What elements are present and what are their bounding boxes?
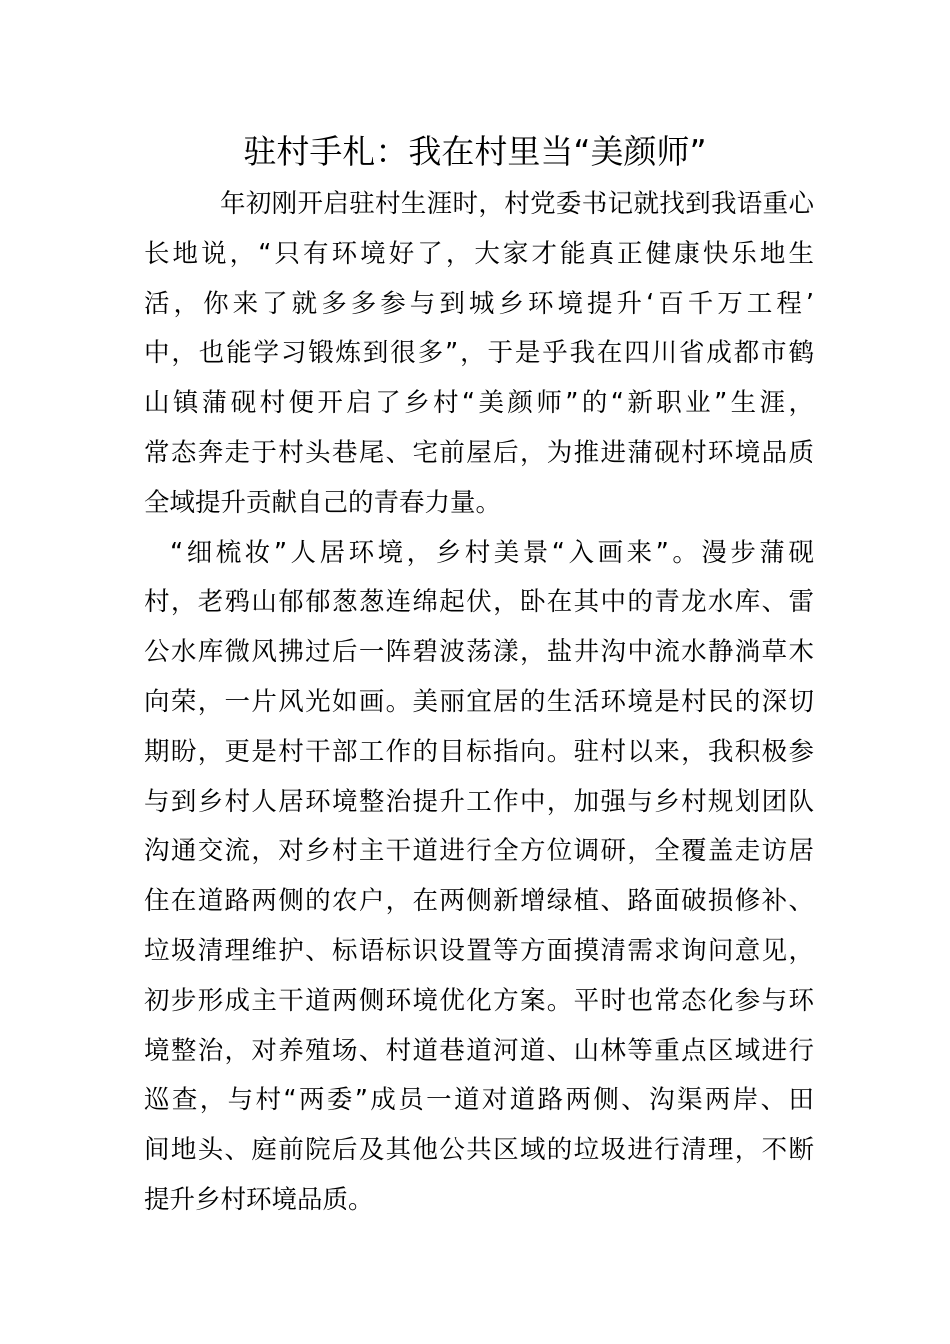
- paragraph-1: [144, 180, 814, 529]
- paragraph-2: [144, 529, 814, 1226]
- paragraph-line: 间地头、庭前院后及其他公共区域的垃圾进行清理，不断: [144, 1135, 814, 1166]
- paragraph-line: 常态奔走于村头巷尾、宅前屋后，为推进蒲砚村环境品质: [144, 437, 814, 468]
- paragraph-line: 公水库微风拂过后一阵碧波荡漾，盐井沟中流水静淌草木: [144, 637, 814, 668]
- paragraph-line: 期盼，更是村干部工作的目标指向。驻村以来，我积极参: [144, 736, 814, 767]
- paragraph-line: 中，也能学习锻炼到很多”，于是乎我在四川省成都市鹤: [144, 338, 814, 369]
- paragraph-line: 全域提升贡献自己的青春力量。: [144, 487, 502, 518]
- paragraph-line: 年初刚开启驻村生涯时，村党委书记就找到我语重心: [220, 189, 814, 219]
- paragraph-line: 山镇蒲砚村便开启了乡村“美颜师”的“新职业”生涯，: [144, 388, 814, 419]
- paragraph-line: 初步形成主干道两侧环境优化方案。平时也常态化参与环: [144, 985, 814, 1016]
- paragraph-line: 垃圾清理维护、标语标识设置等方面摸清需求询问意见，: [144, 935, 814, 966]
- paragraph-line: 住在道路两侧的农户，在两侧新增绿植、路面破损修补、: [144, 886, 814, 917]
- paragraph-line: 巡查，与村“两委”成员一道对道路两侧、沟渠两岸、田: [144, 1085, 814, 1116]
- paragraph-line: 与到乡村人居环境整治提升工作中，加强与乡村规划团队: [144, 786, 814, 817]
- document-body: [144, 180, 814, 1226]
- paragraph-line: 村，老鸦山郁郁葱葱连绵起伏，卧在其中的青龙水库、雷: [144, 587, 814, 618]
- paragraph-line: 提升乡村环境品质。: [144, 1184, 374, 1215]
- paragraph-line: 活，你来了就多多参与到城乡环境提升‘百千万工程’: [144, 288, 814, 319]
- paragraph-line: 沟通交流，对乡村主干道进行全方位调研，全覆盖走访居: [144, 836, 814, 867]
- document-title: 驻村手札：我在村里当“美颜师”: [243, 132, 707, 171]
- paragraph-line: 向荣，一片风光如画。美丽宜居的生活环境是村民的深切: [144, 686, 814, 717]
- paragraph-line: 长地说，“只有环境好了，大家才能真正健康快乐地生: [144, 238, 814, 269]
- paragraph-line: 境整治，对养殖场、村道巷道河道、山林等重点区域进行: [144, 1035, 814, 1066]
- paragraph-line: “细梳妆”人居环境，乡村美景“入画来”。漫步蒲砚: [170, 537, 814, 568]
